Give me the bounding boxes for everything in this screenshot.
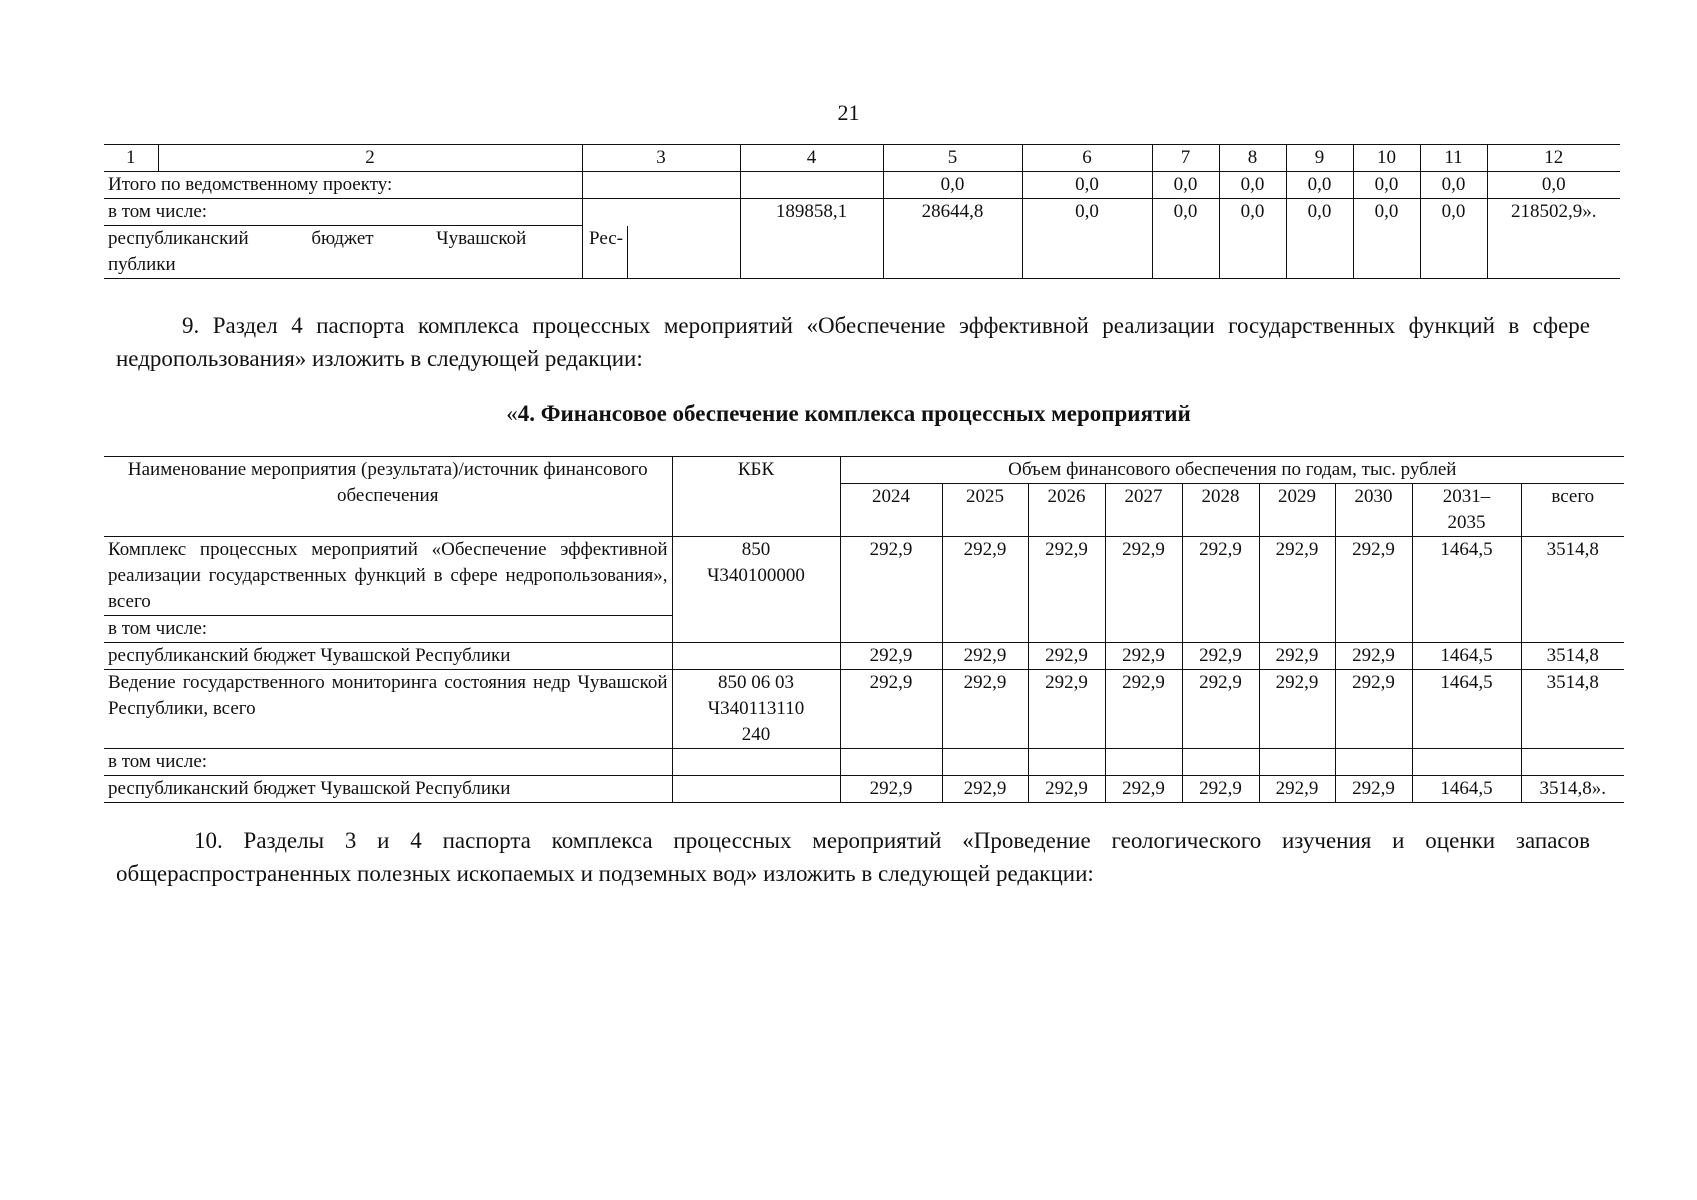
- row-kbk: 850 06 03 Ч340113110 240: [672, 670, 840, 749]
- value-cell: 292,9: [1335, 670, 1412, 749]
- value-cell: 292,9: [1335, 776, 1412, 803]
- value-cell: 292,9: [1105, 537, 1182, 616]
- value-cell: 1464,5: [1412, 537, 1521, 616]
- row-label: Итого по ведомственному проекту:: [104, 172, 582, 199]
- value-cell: 0,0: [1420, 199, 1487, 279]
- value-cell: 292,9: [1259, 537, 1335, 616]
- value-cell: 1464,5: [1412, 643, 1521, 670]
- row-label: республиканский бюджет Чувашской Рес-: [108, 228, 623, 249]
- value-cell: 292,9: [1259, 670, 1335, 749]
- header-cell: 6: [1022, 145, 1152, 172]
- value-cell: 292,9: [942, 670, 1028, 749]
- heading-quote: «: [506, 401, 518, 426]
- value-cell: 292,9: [1028, 643, 1105, 670]
- year-cell: 2026: [1028, 484, 1105, 537]
- value-cell: 292,9: [1335, 643, 1412, 670]
- row-kbk: [672, 643, 840, 670]
- row-name: в том числе:: [104, 616, 672, 643]
- value-cell: 292,9: [1105, 670, 1182, 749]
- value-cell: 292,9: [1182, 776, 1259, 803]
- value-cell: 292,9: [1335, 537, 1412, 616]
- table-row: [104, 776, 1624, 803]
- value-cell: 1464,5: [1412, 776, 1521, 803]
- year-cell: всего: [1521, 484, 1624, 537]
- value-cell: 0,0: [1152, 172, 1219, 199]
- value-cell: 292,9: [1028, 776, 1105, 803]
- table-row: [104, 670, 1624, 749]
- value-cell: 292,9: [1182, 643, 1259, 670]
- value-cell: 0,0: [1219, 199, 1286, 279]
- value-cell: [1335, 616, 1412, 643]
- header-cell: 8: [1219, 145, 1286, 172]
- value-cell: 0,0: [883, 172, 1022, 199]
- value-cell: 292,9: [840, 537, 942, 616]
- value-cell: [1182, 749, 1259, 776]
- row-kbk: 850 Ч340100000: [672, 537, 840, 643]
- year-cell: 2025: [942, 484, 1028, 537]
- table-row-total: [104, 172, 1620, 199]
- value-cell: 0,0: [1487, 172, 1620, 199]
- value-cell: [1182, 616, 1259, 643]
- row-name: Комплекс процессных мероприятий «Обеспечение эффективной реализации государственных функций в сфере недропользования», всего: [104, 537, 672, 616]
- value-cell: [740, 172, 883, 199]
- year-cell: 2030: [1335, 484, 1412, 537]
- header-kbk: КБК: [672, 457, 840, 537]
- header-cell: 5: [883, 145, 1022, 172]
- value-cell: [1105, 616, 1182, 643]
- value-cell: 292,9: [942, 537, 1028, 616]
- value-cell: [1335, 749, 1412, 776]
- value-cell: [840, 749, 942, 776]
- value-cell: 292,9: [840, 670, 942, 749]
- value-cell: 3514,8: [1521, 643, 1624, 670]
- value-cell: 292,9: [1105, 776, 1182, 803]
- value-cell: [582, 172, 740, 199]
- table-row-budget: [104, 199, 1620, 279]
- value-cell: 0,0: [1022, 172, 1152, 199]
- value-cell: [1412, 749, 1521, 776]
- row-kbk: [672, 749, 840, 776]
- row-label: в том числе:: [104, 199, 582, 226]
- value-cell: 28644,8: [883, 199, 1022, 279]
- row-name: республиканский бюджет Чувашской Республики: [104, 776, 672, 803]
- project-total-table: [104, 144, 1620, 279]
- value-cell: 292,9: [840, 643, 942, 670]
- value-cell: [1521, 616, 1624, 643]
- table-header-row: [104, 145, 1620, 172]
- value-cell: [1028, 616, 1105, 643]
- value-cell: 292,9: [942, 643, 1028, 670]
- table-row: [104, 616, 1624, 643]
- header-cell: 11: [1420, 145, 1487, 172]
- header-cell: 7: [1152, 145, 1219, 172]
- value-cell: 292,9: [1182, 670, 1259, 749]
- table-row: [104, 749, 1624, 776]
- year-cell: 2028: [1182, 484, 1259, 537]
- value-cell: 292,9: [1259, 776, 1335, 803]
- value-cell: 218502,9».: [1487, 199, 1620, 279]
- section-heading: [0, 401, 1697, 427]
- value-cell: 3514,8».: [1521, 776, 1624, 803]
- value-cell: [1105, 749, 1182, 776]
- value-cell: 3514,8: [1521, 537, 1624, 616]
- value-cell: 0,0: [1353, 199, 1420, 279]
- year-cell: 2024: [840, 484, 942, 537]
- value-cell: 0,0: [1022, 199, 1152, 279]
- value-cell: 0,0: [1420, 172, 1487, 199]
- value-cell: 292,9: [840, 776, 942, 803]
- value-cell: 0,0: [1219, 172, 1286, 199]
- year-cell: 2027: [1105, 484, 1182, 537]
- value-cell: [1412, 616, 1521, 643]
- table-row: [104, 537, 1624, 616]
- row-label: публики: [108, 254, 176, 275]
- value-cell: [1028, 749, 1105, 776]
- row-kbk: [672, 776, 840, 803]
- header-cell: 9: [1286, 145, 1353, 172]
- row-name: Ведение государственного мониторинга состояния недр Чувашской Республики, всего: [104, 670, 672, 749]
- value-cell: 0,0: [1353, 172, 1420, 199]
- value-cell: 189858,1: [740, 199, 883, 279]
- value-cell: 292,9: [1259, 643, 1335, 670]
- value-cell: [1259, 616, 1335, 643]
- value-cell: 3514,8: [1521, 670, 1624, 749]
- paragraph-10: [116, 824, 1590, 890]
- value-cell: 0,0: [1286, 172, 1353, 199]
- value-cell: 292,9: [942, 776, 1028, 803]
- heading-text: 4. Финансовое обеспечение комплекса процессных мероприятий: [517, 401, 1191, 426]
- paragraph-9: [116, 309, 1590, 375]
- paragraph-text: 10. Разделы 3 и 4 паспорта комплекса процессных мероприятий «Проведение геологического изучения и оценки запасов общераспространенных полезных ископаемых и подземных вод» изложить в следующей редакции:: [116, 828, 1590, 886]
- value-cell: 292,9: [1028, 537, 1105, 616]
- value-cell: [840, 616, 942, 643]
- paragraph-text: 9. Раздел 4 паспорта комплекса процессных мероприятий «Обеспечение эффективной реализации государственных функций в сфере недропользования» изложить в следующей редакции:: [116, 313, 1590, 371]
- value-cell: [942, 749, 1028, 776]
- value-cell: 0,0: [1286, 199, 1353, 279]
- value-cell: 1464,5: [1412, 670, 1521, 749]
- header-cell: 3: [582, 145, 740, 172]
- header-cell: 4: [740, 145, 883, 172]
- value-cell: 292,9: [1028, 670, 1105, 749]
- row-name: республиканский бюджет Чувашской Республики: [104, 643, 672, 670]
- page-number: 21: [837, 100, 860, 125]
- row-name: в том числе:: [104, 749, 672, 776]
- header-cell: 12: [1487, 145, 1620, 172]
- value-cell: 0,0: [1152, 199, 1219, 279]
- header-name: Наименование мероприятия (результата)/источник финансового обеспечения: [104, 457, 672, 537]
- value-cell: 292,9: [1105, 643, 1182, 670]
- row-label-group: [104, 199, 623, 279]
- header-cell: 2: [158, 145, 582, 172]
- value-cell: [1521, 749, 1624, 776]
- header-cell: 1: [104, 145, 158, 172]
- value-cell: [942, 616, 1028, 643]
- year-cell: 2031–2035: [1412, 484, 1521, 537]
- header-volume: Объем финансового обеспечения по годам, тыс. рублей: [840, 457, 1624, 484]
- value-cell: [1259, 749, 1335, 776]
- table-header-row: [104, 457, 1624, 484]
- year-cell: 2029: [1259, 484, 1335, 537]
- header-cell: 10: [1353, 145, 1420, 172]
- financial-table: [104, 456, 1624, 803]
- value-cell: 292,9: [1182, 537, 1259, 616]
- table-row: [104, 643, 1624, 670]
